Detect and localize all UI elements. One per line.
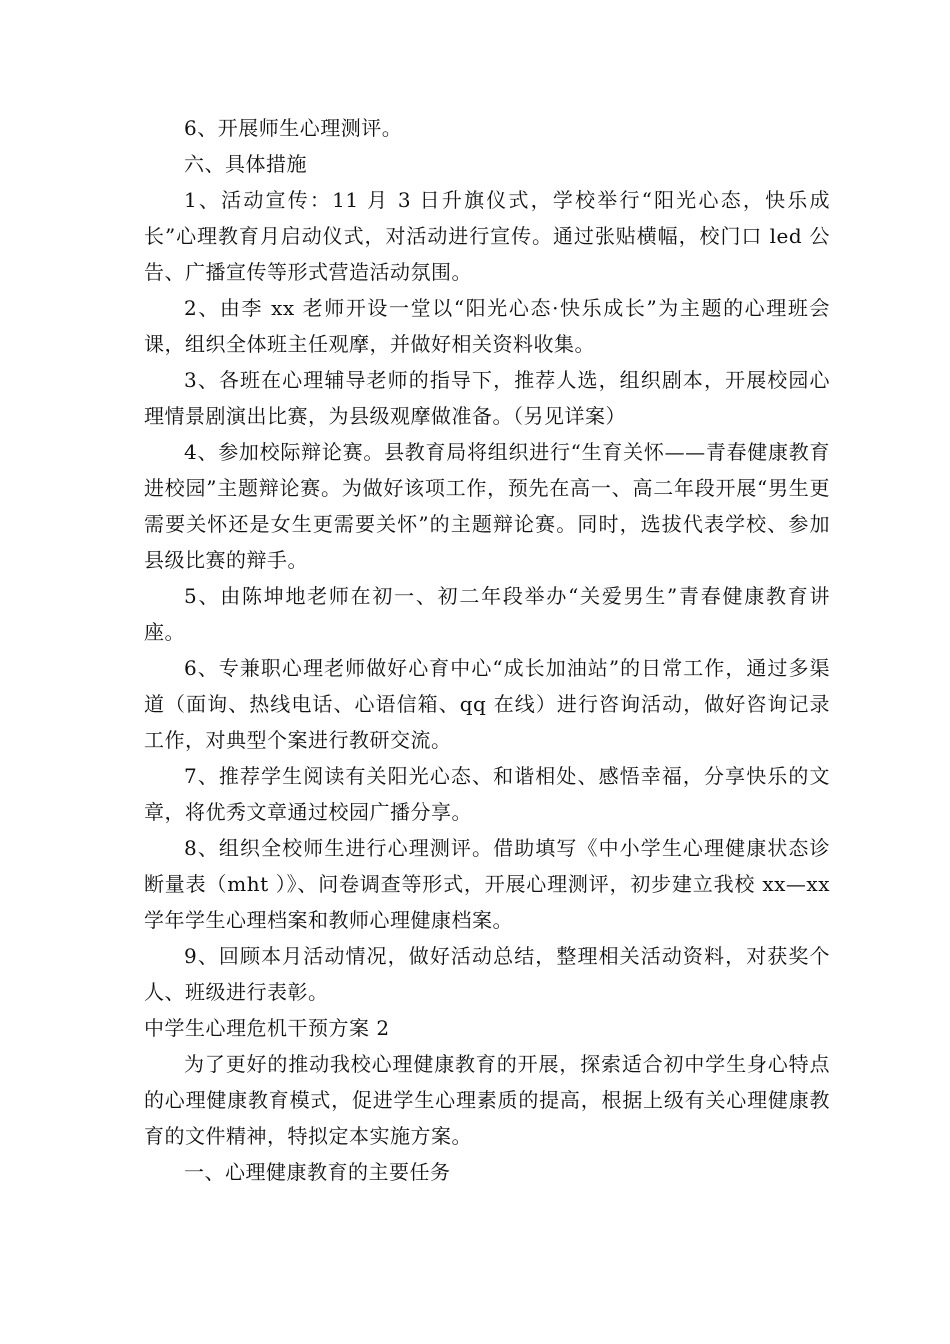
paragraph-measure-1: 1、活动宣传：11 月 3 日升旗仪式，学校举行“阳光心态，快乐成长”心理教育月启动仪式，对活动进行宣传。通过张贴横幅，校门口 led 公告、广播宣传等形式营造活动氛围。 xyxy=(144,188,830,284)
paragraph-measure-9: 9、回顾本月活动情况，做好活动总结，整理相关活动资料，对获奖个人、班级进行表彰。 xyxy=(144,944,830,1004)
section-heading-measures: 六、具体措施 xyxy=(184,152,307,176)
paragraph-measure-2: 2、由李 xx 老师开设一堂以“阳光心态·快乐成长”为主题的心理班会课，组织全体班主任观摩，并做好相关资料收集。 xyxy=(144,296,830,356)
document-page xyxy=(144,110,830,1190)
section-title: 中学生心理危机干预方案 2 xyxy=(144,1016,390,1040)
subheading-main-tasks: 一、心理健康教育的主要任务 xyxy=(184,1160,451,1184)
paragraph-measure-5: 5、由陈坤地老师在初一、初二年段举办“关爱男生”青春健康教育讲座。 xyxy=(144,584,830,644)
intro-paragraph: 为了更好的推动我校心理健康教育的开展，探索适合初中学生身心特点的心理健康教育模式，促进学生心理素质的提高，根据上级有关心理健康教育的文件精神，特拟定本实施方案。 xyxy=(144,1052,830,1148)
paragraph-measure-8: 8、组织全校师生进行心理测评。借助填写《中小学生心理健康状态诊断量表（mht ）》、问卷调查等形式，开展心理测评，初步建立我校 xx—xx 学年学生心理档案和教师心理健康档案。 xyxy=(144,836,830,932)
paragraph-measure-7: 7、推荐学生阅读有关阳光心态、和谐相处、感悟幸福，分享快乐的文章，将优秀文章通过校园广播分享。 xyxy=(144,764,830,824)
paragraph-measure-4: 4、参加校际辩论赛。县教育局将组织进行“生育关怀——青春健康教育进校园”主题辩论赛。为做好该项工作，预先在高一、高二年段开展“男生更需要关怀还是女生更需要关怀”的主题辩论赛。同时，选拔代表学校、参加县级比赛的辩手。 xyxy=(144,440,830,572)
paragraph-measure-6: 6、专兼职心理老师做好心育中心“成长加油站”的日常工作，通过多渠道（面询、热线电话、心语信箱、qq 在线）进行咨询活动，做好咨询记录工作，对典型个案进行教研交流。 xyxy=(144,656,830,752)
paragraph-measure-3: 3、各班在心理辅导老师的指导下，推荐人选，组织剧本，开展校园心理情景剧演出比赛，为县级观摩做准备。（另见详案） xyxy=(144,368,830,428)
paragraph-item-6-testing: 6、开展师生心理测评。 xyxy=(184,116,403,140)
